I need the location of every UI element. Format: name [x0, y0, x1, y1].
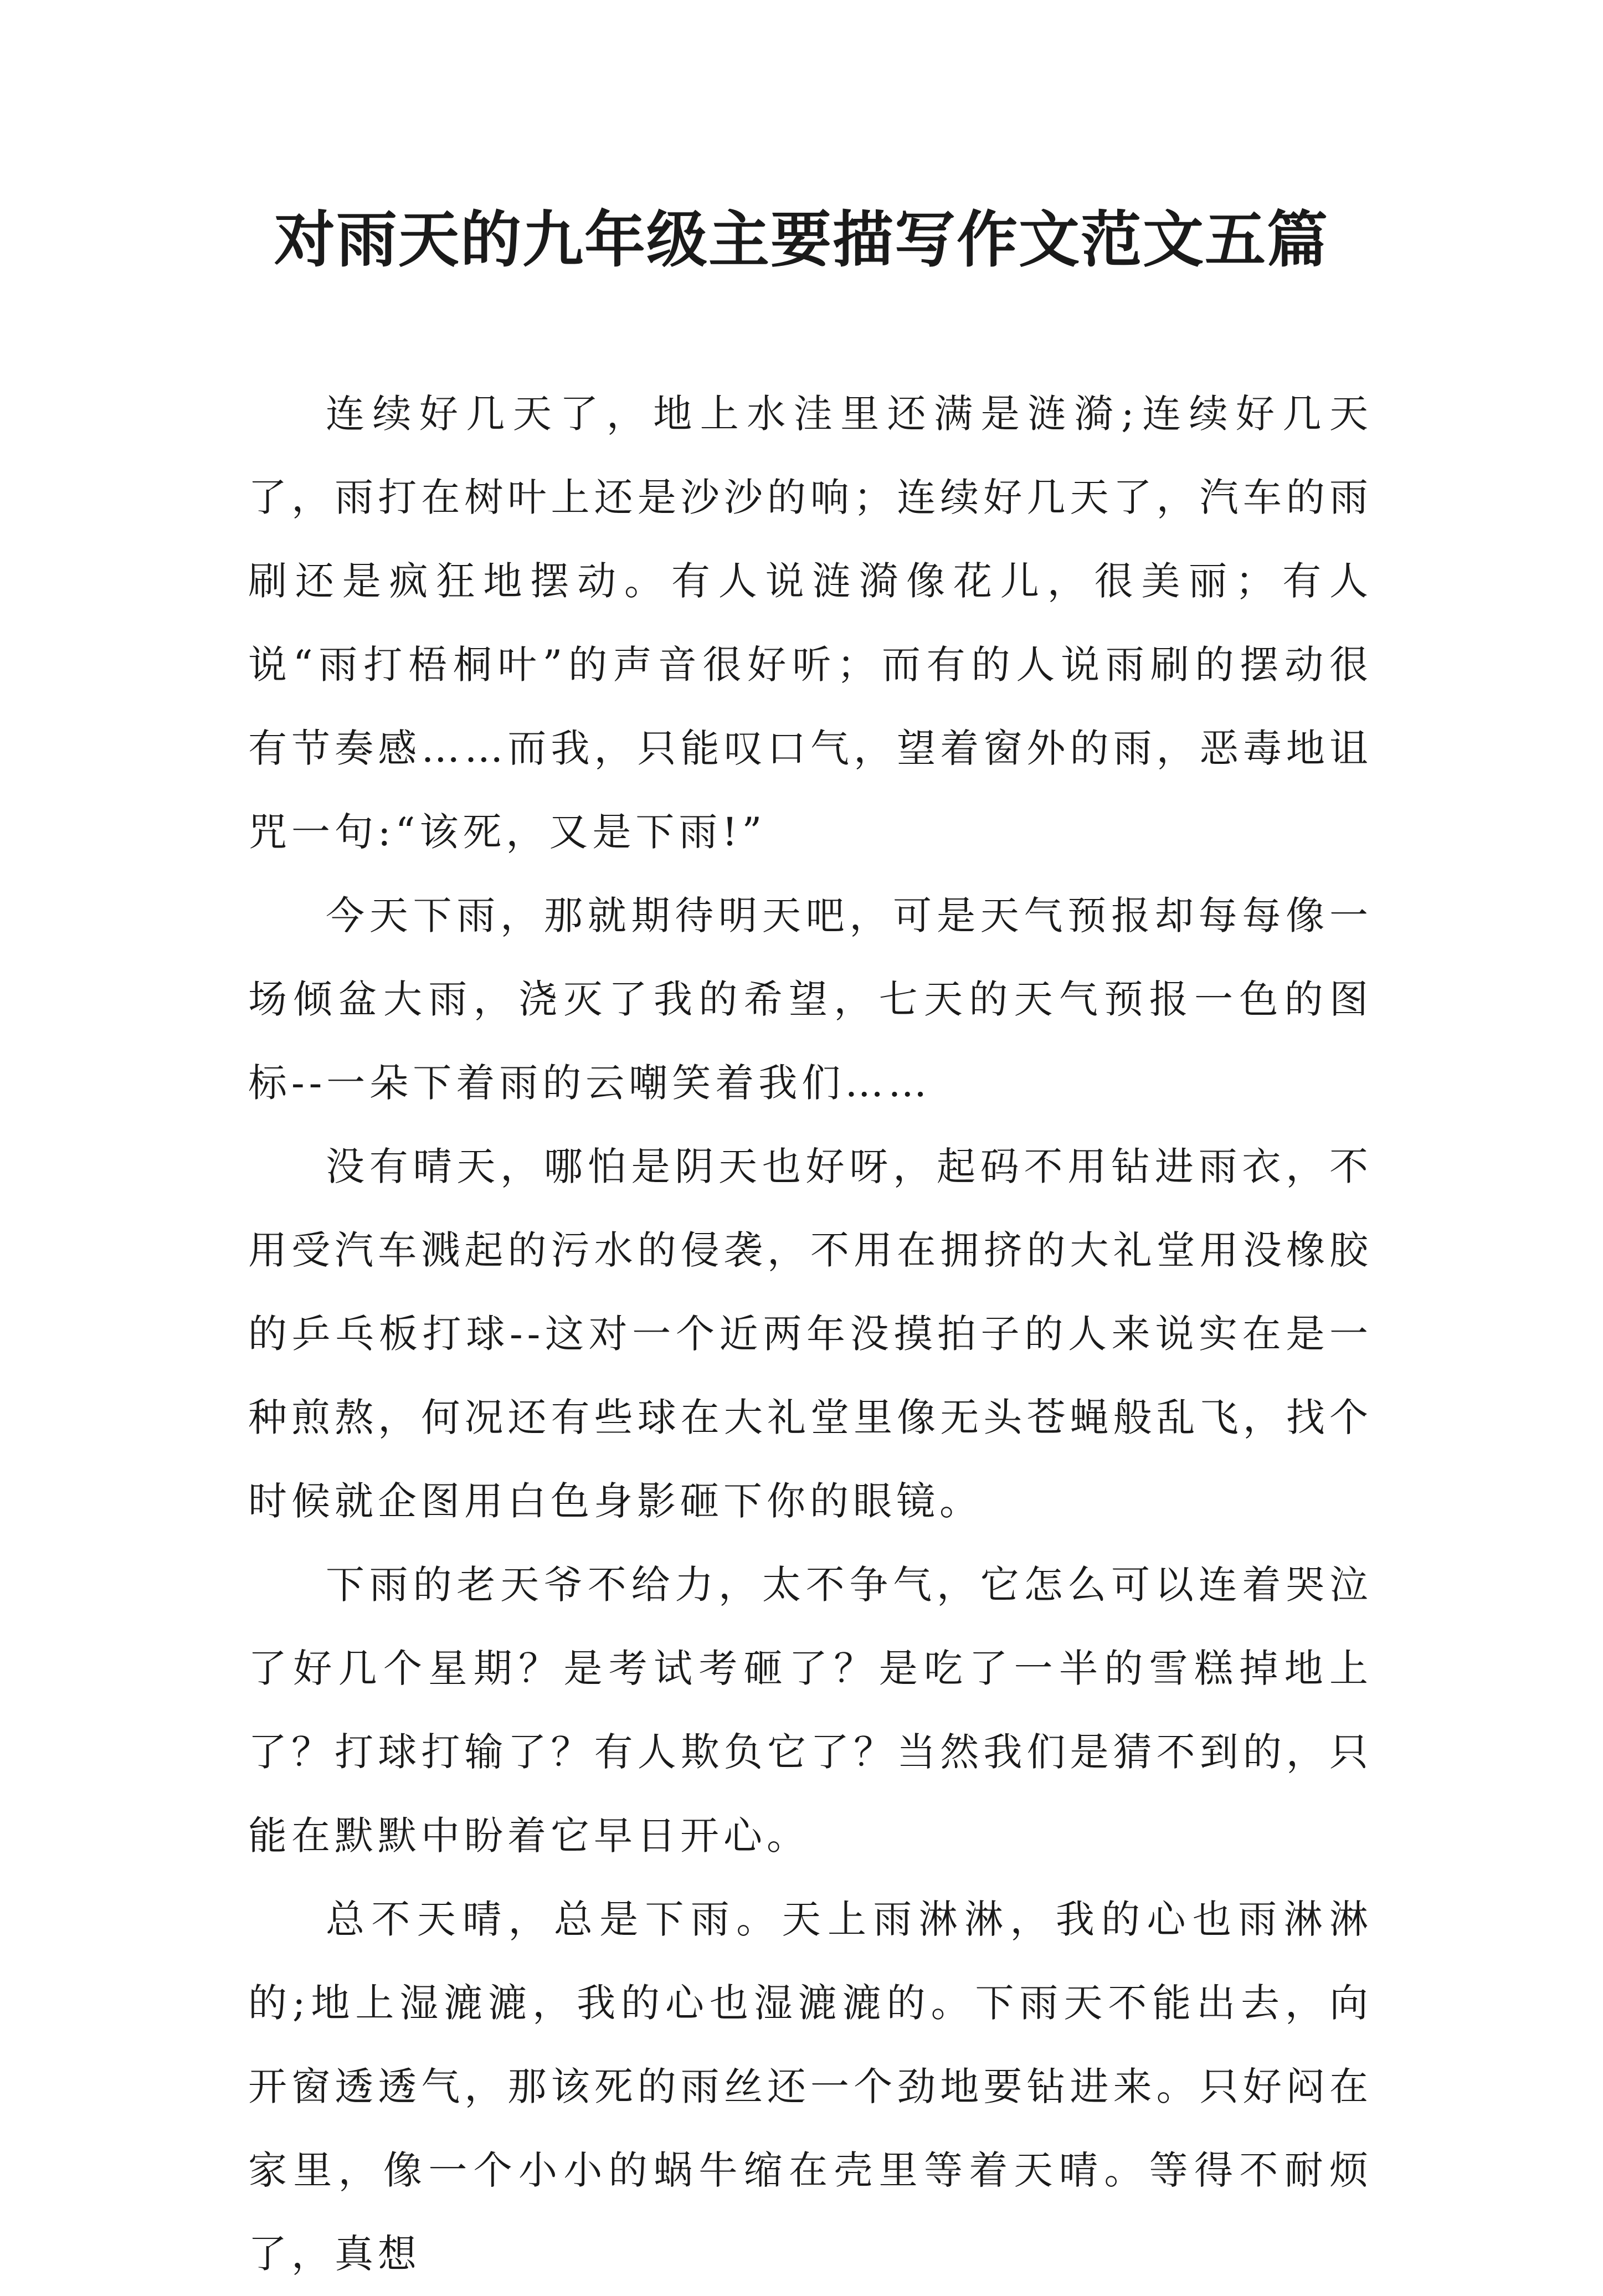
document-title: 对雨天的九年级主要描写作文范文五篇	[274, 204, 1329, 275]
document-body	[248, 372, 1373, 2296]
paragraph: 今天下雨，那就期待明天吧，可是天气预报却每每像一场倾盆大雨，浇灭了我的希望，七天的天气预报一色的图标--一朵下着雨的云嘲笑着我们……	[248, 893, 1373, 1106]
paragraph: 没有晴天，哪怕是阴天也好呀，起码不用钻进雨衣，不用受汽车溅起的污水的侵袭，不用在拥挤的大礼堂用没橡胶的乒乓板打球--这对一个近两年没摸拍子的人来说实在是一种煎熬，何况还有些球在大礼堂里像无头苍蝇般乱飞，找个时候就企图用白色身影砸下你的眼镜。	[248, 1144, 1373, 1524]
paragraph: 下雨的老天爷不给力，太不争气，它怎么可以连着哭泣了好几个星期？是考试考砸了？是吃了一半的雪糕掉地上了？打球打输了？有人欺负它了？当然我们是猜不到的，只能在默默中盼着它早日开心。	[248, 1562, 1373, 1858]
paragraph: 连续好几天了，地上水洼里还满是涟漪;连续好几天了，雨打在树叶上还是沙沙的响；连续好几天了，汽车的雨刷还是疯狂地摆动。有人说涟漪像花儿，很美丽；有人说“雨打梧桐叶”的声音很好听；而有的人说雨刷的摆动很有节奏感……而我，只能叹口气，望着窗外的雨，恶毒地诅咒一句:“该死，又是下雨!”	[248, 391, 1373, 855]
paragraph: 总不天晴，总是下雨。天上雨淋淋，我的心也雨淋淋的;地上湿漉漉，我的心也湿漉漉的。下雨天不能出去，向开窗透透气，那该死的雨丝还一个劲地要钻进来。只好闷在家里，像一个小小的蜗牛缩在壳里等着天晴。等得不耐烦了，真想	[248, 1897, 1373, 2277]
